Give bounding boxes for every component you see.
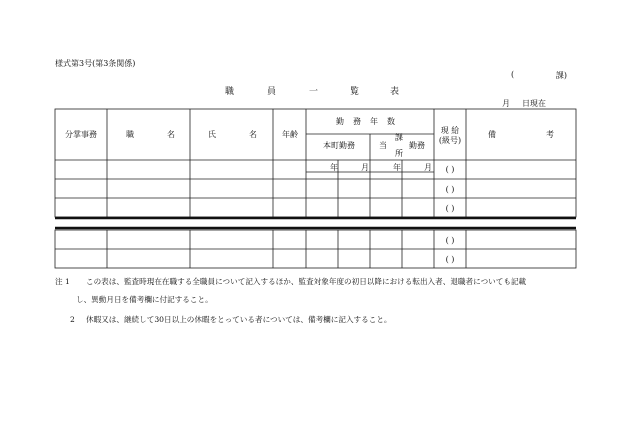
unit-year-tosho: 年	[393, 163, 401, 172]
note-1-line-1: この表は、監査時現在在職する全職員について記入するほか、監査対象年度の初日以降における転出入者、退職者についても記載	[86, 277, 527, 286]
col-header-shokumei-a: 職	[126, 130, 134, 139]
grade-cell-row-1: ( )	[445, 165, 455, 174]
grade-cell-row-5: ( )	[445, 255, 455, 264]
col-header-tosho-a: 当	[379, 141, 387, 150]
note-1-line-2: し、異動月日を備考欄に付記すること。	[76, 295, 213, 304]
col-header-shokumei-b: 名	[167, 130, 175, 139]
unit-year-honmachi: 年	[330, 163, 338, 172]
col-header-biko-a: 備	[488, 130, 496, 139]
col-header-bunsho: 分掌事務	[65, 130, 97, 139]
col-header-tosho-c: 所	[395, 149, 403, 158]
col-header-genkyu-b: (級号)	[438, 136, 462, 145]
col-header-biko-b: 考	[546, 130, 554, 139]
grade-cell-row-2: ( )	[445, 185, 455, 194]
title-char-1: 職	[225, 87, 235, 97]
col-header-kinmu-nensu: 勤務年数	[336, 117, 404, 126]
col-header-genkyu-a: 現 給	[440, 126, 460, 135]
col-header-tosho-b: 課	[395, 133, 403, 142]
col-header-shimei-a: 氏	[208, 130, 216, 139]
department-open-paren: (	[511, 70, 515, 79]
form-number-label: 様式第3号(第3条関係)	[55, 59, 136, 68]
col-header-tosho-d: 勤務	[409, 141, 425, 150]
note-1-label: 注 1	[55, 277, 70, 286]
grade-cell-row-4: ( )	[445, 236, 455, 245]
note-2-label: 2	[70, 315, 75, 324]
unit-month-honmachi: 月	[361, 163, 369, 172]
title-char-5: 表	[390, 87, 400, 97]
col-header-shimei-b: 名	[249, 130, 257, 139]
note-2-line-1: 休暇又は、継続して30日以上の休暇をとっている者については、備考欄に記入すること。	[86, 315, 392, 324]
title-char-2: 員	[267, 87, 277, 97]
department-suffix: 課)	[555, 71, 567, 80]
grade-cell-row-3: ( )	[445, 204, 455, 213]
title-char-3: 一	[309, 87, 319, 97]
as-of-month: 月	[502, 99, 510, 108]
as-of-day-suffix: 日現在	[522, 99, 546, 108]
title-char-4: 覧	[350, 87, 360, 97]
unit-month-tosho: 月	[424, 163, 432, 172]
col-header-honmachi: 本町勤務	[323, 141, 355, 150]
col-header-age: 年齢	[282, 130, 298, 139]
